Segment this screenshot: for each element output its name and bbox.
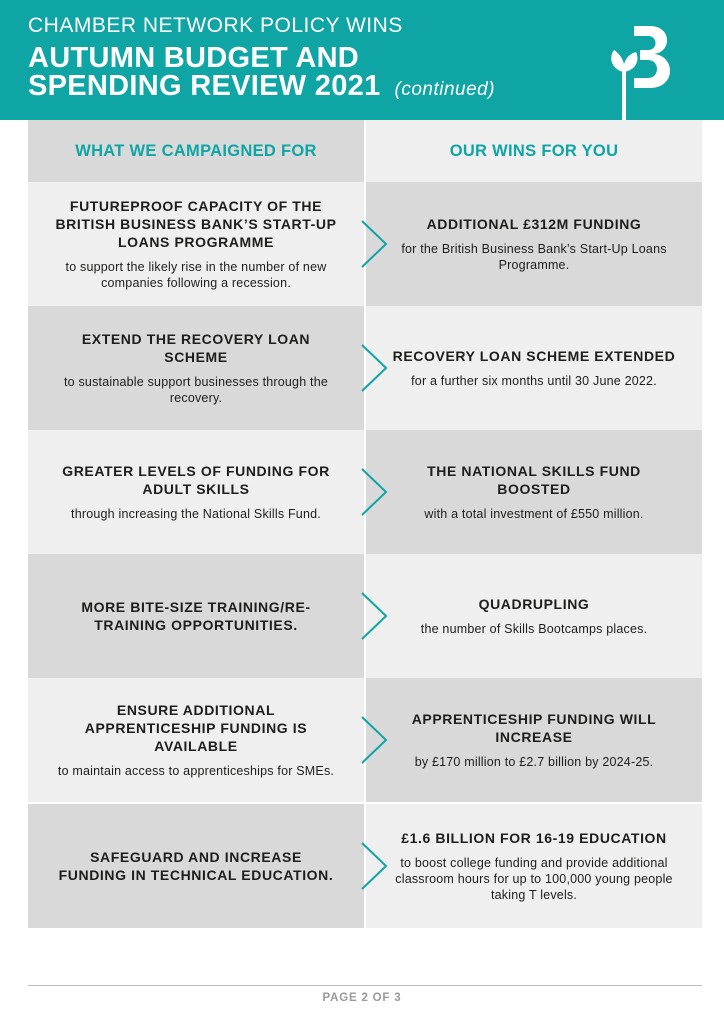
chevron-right-icon xyxy=(360,715,388,765)
policy-row xyxy=(28,678,702,802)
campaign-cell xyxy=(28,182,364,306)
win-title: APPRENTICESHIP FUNDING WILL INCREASE xyxy=(411,711,657,745)
column-header-campaigned: WHAT WE CAMPAIGNED FOR xyxy=(28,120,364,182)
chevron-right-icon xyxy=(360,467,388,517)
campaign-cell xyxy=(28,430,364,554)
win-body: with a total investment of £550 million. xyxy=(424,507,644,521)
title-line-2-text: SPENDING REVIEW 2021 xyxy=(28,70,381,102)
policy-row xyxy=(28,182,702,306)
chevron-right-icon xyxy=(360,591,388,641)
policy-row xyxy=(28,804,702,928)
campaign-title: EXTEND THE RECOVERY LOAN SCHEME xyxy=(81,331,311,365)
footer-divider xyxy=(28,985,702,986)
campaign-cell xyxy=(28,554,364,678)
campaign-title: ENSURE ADDITIONAL APPRENTICESHIP FUNDING IS AVAILABLE xyxy=(84,702,308,754)
win-title: QUADRUPLING xyxy=(478,596,590,612)
win-title: £1.6 BILLION FOR 16-19 EDUCATION xyxy=(401,830,667,846)
page-header xyxy=(0,0,724,120)
win-body: to boost college funding and provide additional classroom hours for up to 100,000 young people taking T levels. xyxy=(395,856,673,902)
chamber-logo-icon xyxy=(610,22,680,120)
chevron-right-icon xyxy=(360,219,388,269)
page-number: PAGE 2 OF 3 xyxy=(322,992,402,1004)
header-kicker: CHAMBER NETWORK POLICY WINS xyxy=(28,14,403,37)
chevron-right-icon xyxy=(360,343,388,393)
win-body: the number of Skills Bootcamps places. xyxy=(420,622,648,636)
win-body: for the British Business Bank’s Start-Up Loans Programme. xyxy=(401,242,667,272)
win-body: by £170 million to £2.7 billion by 2024-25. xyxy=(414,755,654,769)
policy-row xyxy=(28,306,702,430)
continued-label: (continued) xyxy=(394,79,496,100)
title-line-1: AUTUMN BUDGET AND xyxy=(28,42,360,74)
campaign-cell xyxy=(28,678,364,802)
win-title: THE NATIONAL SKILLS FUND BOOSTED xyxy=(427,463,641,497)
win-cell xyxy=(366,678,702,802)
campaign-title: GREATER LEVELS OF FUNDING FOR ADULT SKILLS xyxy=(62,463,330,497)
campaign-body: to sustainable support businesses through the recovery. xyxy=(63,375,329,405)
column-header-wins: OUR WINS FOR YOU xyxy=(366,120,702,182)
campaign-title: MORE BITE-SIZE TRAINING/RE-TRAINING OPPORTUNITIES. xyxy=(81,599,311,633)
campaign-body: to support the likely rise in the number of new companies following a recession. xyxy=(65,260,327,290)
win-title: RECOVERY LOAN SCHEME EXTENDED xyxy=(392,348,676,364)
campaign-cell xyxy=(28,804,364,928)
win-cell xyxy=(366,430,702,554)
win-cell xyxy=(366,182,702,306)
campaign-cell xyxy=(28,306,364,430)
campaign-body: to maintain access to apprenticeships for SMEs. xyxy=(57,764,335,778)
chevron-right-icon xyxy=(360,841,388,891)
policy-row xyxy=(28,430,702,554)
win-cell xyxy=(366,804,702,928)
win-cell xyxy=(366,554,702,678)
title-line-2 xyxy=(28,72,495,104)
policy-row xyxy=(28,554,702,678)
win-body: for a further six months until 30 June 2022. xyxy=(411,374,657,388)
campaign-title: FUTUREPROOF CAPACITY OF THE BRITISH BUSINESS BANK’S START-UP LOANS PROGRAMME xyxy=(55,198,337,250)
page-title xyxy=(28,44,495,104)
campaign-title: SAFEGUARD AND INCREASE FUNDING IN TECHNICAL EDUCATION. xyxy=(58,849,334,883)
campaign-body: through increasing the National Skills Fund. xyxy=(71,507,321,521)
win-cell xyxy=(366,306,702,430)
win-title: ADDITIONAL £312M FUNDING xyxy=(426,216,642,232)
